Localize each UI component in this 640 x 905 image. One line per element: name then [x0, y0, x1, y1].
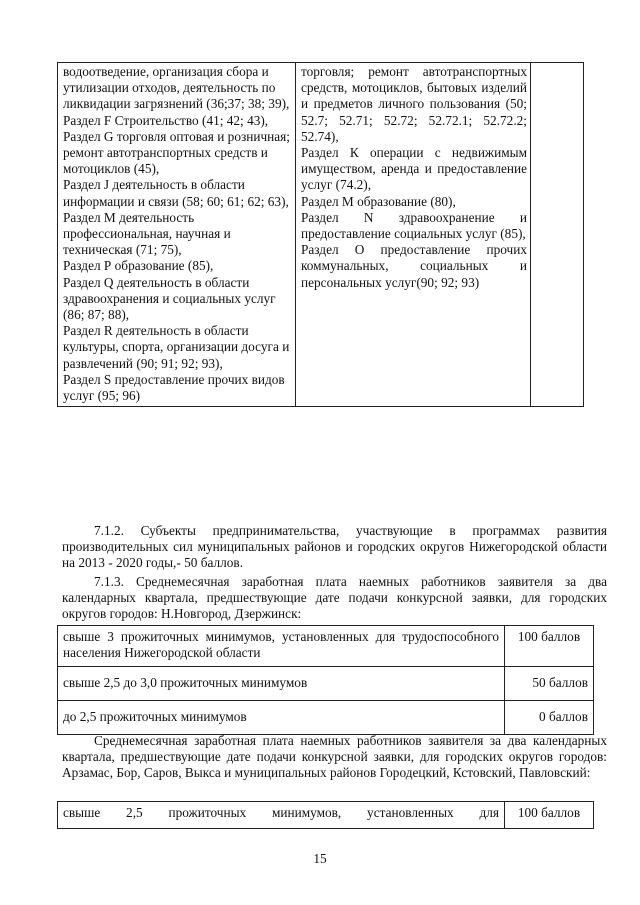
list-item: Раздел К операции с недвижимым имуществом, аренда и предоставление услуг (74.2), [301, 145, 527, 193]
table-row [58, 63, 584, 407]
classification-table [57, 62, 584, 407]
paragraph-avg-salary: Среднемесячная заработная плата наемных работников заявителя за два календарных квартала, предшествующие дате подачи конкурсной заявки, для городских округов городов: Арзамас, Бор, Саров, Выкса и муниципальных районов Городецкий, Кстовский, Павловский: [62, 733, 607, 781]
list-item: Раздел S предоставление прочих видов услуг (95; 96) [63, 371, 285, 404]
criterion-cell: свыше 2,5 до 3,0 прожиточных минимумов [58, 667, 505, 701]
paragraph-7-1-2: 7.1.2. Субъекты предпринимательства, участвующие в программах развития производительных сил муниципальных районов и городских округов Нижегородской области на 2013 - 2020 годы,- 50 баллов. [62, 523, 607, 571]
criterion-cell: свыше 3 прожиточных минимумов, установленных для трудоспособного населения Нижегородской области [58, 626, 505, 667]
list-item: торговля; ремонт автотранспортных средств, мотоциклов, бытовых изделий и предметов личного пользования (50; 52.7; 52.71; 52.72; 52.72.1; 52.72.2; 52.74), [301, 64, 527, 144]
salary-score-table-nn [57, 625, 594, 735]
list-item: Раздел N здравоохранение и предоставление социальных услуг (85), [301, 209, 527, 242]
table-row [58, 802, 594, 829]
list-item: Раздел Q деятельность в области здравоохранения и социальных услуг (86; 87; 88), [63, 274, 276, 323]
list-item: Раздел R деятельность в области культуры, спорта, организации досуга и развлечений (90; 91; 92; 93), [63, 323, 290, 371]
list-item: Раздел М образование (80), [301, 193, 456, 209]
points-cell: 100 баллов [505, 802, 594, 829]
points-cell: 50 баллов [505, 667, 594, 701]
criterion-cell: свыше 2,5 прожиточных минимумов, установленных для [58, 802, 505, 829]
okved-column [296, 63, 531, 407]
table-row [58, 667, 594, 701]
list-item: водоотведение, организация сбора и утилизации отходов, деятельность по ликвидации загрязнений (36;37; 38; 39), [63, 64, 290, 112]
list-item: Раздел О предоставление прочих коммунальных, социальных и персональных услуг(90; 92; 93) [301, 242, 527, 290]
list-item: Раздел М деятельность профессиональная, научная и техническая (71; 75), [63, 209, 231, 258]
paragraph-7-1-3: 7.1.3. Среднемесячная заработная плата наемных работников заявителя за два календарных квартала, предшествующие дате подачи конкурсной заявки, для городских округов городов: Н.Новгород, Дзержинск: [62, 574, 607, 622]
list-item: Раздел F Строительство (41; 42; 43), [63, 112, 269, 128]
criterion-cell: до 2,5 прожиточных минимумов [58, 701, 505, 735]
salary-score-table-districts [57, 801, 594, 829]
okved2-column [58, 63, 296, 407]
page-number: 15 [313, 851, 327, 866]
points-cell: 0 баллов [505, 701, 594, 735]
points-cell: 100 баллов [505, 626, 594, 667]
points-column [531, 63, 584, 407]
table-row [58, 701, 594, 735]
list-item: Раздел G торговля оптовая и розничная; ремонт автотранспортных средств и мотоциклов (45), [63, 128, 290, 177]
list-item: Раздел J деятельность в области информации и связи (58; 60; 61; 62; 63), [63, 177, 289, 209]
table-row [58, 626, 594, 667]
list-item: Раздел Р образование (85), [63, 258, 214, 274]
